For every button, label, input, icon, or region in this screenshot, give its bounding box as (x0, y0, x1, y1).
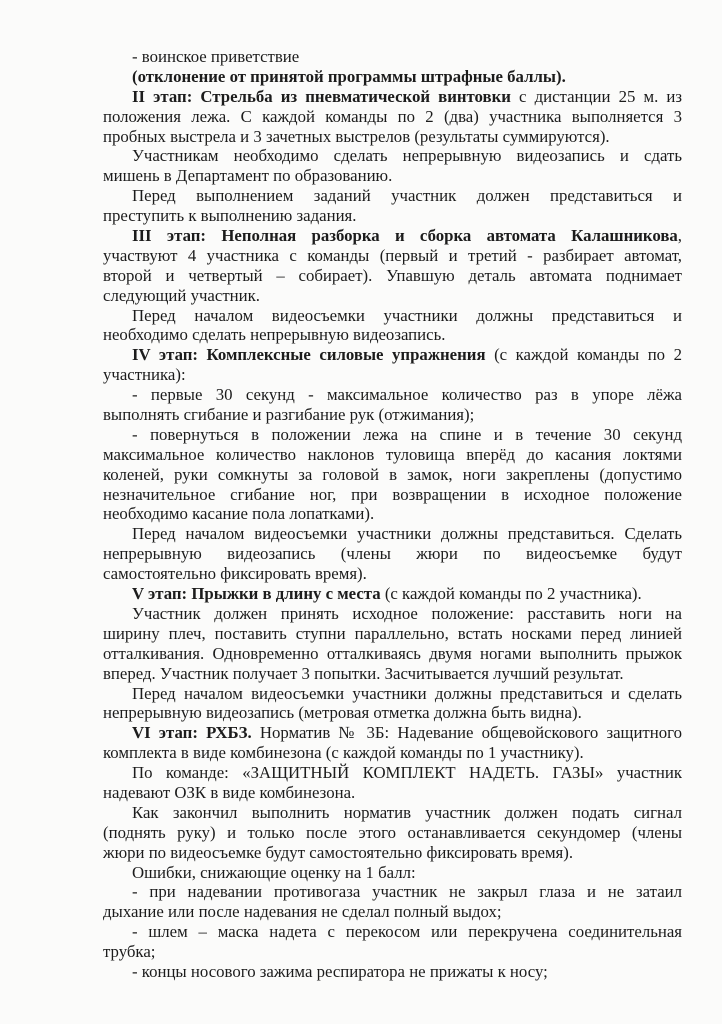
line-text: Перед выполнением заданий участник должен представиться и (132, 186, 682, 206)
line-text: - первые 30 секунд - максимальное количество раз в упоре лёжа (132, 385, 682, 405)
section-heading: (отклонение от принятой программы штрафные баллы). (132, 66, 566, 86)
section-heading: V этап: Прыжки в длину с места (132, 584, 381, 604)
text-line (103, 67, 682, 87)
line-text: жюри по видеосъемке будут самостоятельно фиксировать время). (103, 842, 574, 862)
line-text: Участникам необходимо сделать непрерывную видеозапись и сдать (132, 146, 682, 166)
text-line (103, 783, 682, 803)
section-heading: VI этап: РХБЗ. (132, 723, 252, 743)
line-text: - при надевании противогаза участник не закрыл глаза и не затаил (132, 882, 682, 902)
line-text: выполнять сгибание и разгибание рук (отжимания); (103, 405, 475, 425)
text-line (103, 166, 682, 186)
text-line (103, 843, 682, 863)
text-line (103, 266, 682, 286)
text-line (103, 962, 682, 982)
text-line (103, 644, 682, 664)
line-text: самостоятельно фиксировать время). (103, 564, 367, 584)
text-line (103, 624, 682, 644)
line-text: положения лежа. С каждой команды по 2 (два) участника выполняется 3 (103, 106, 682, 126)
line-text: (поднять руку) и только после этого останавливается секундомер (члены (103, 822, 682, 842)
line-text: , (677, 226, 682, 246)
text-line (103, 425, 682, 445)
line-text: непрерывную видеозапись (члены жюри по видеосъемке будут (103, 544, 682, 564)
line-text: комплекта в виде комбинезона (с каждой команды по 1 участнику). (103, 743, 584, 763)
text-line (103, 763, 682, 783)
text-line (103, 87, 682, 107)
line-text: - повернуться в положении лежа на спине и в течение 30 секунд (132, 424, 682, 444)
text-line (103, 107, 682, 127)
paragraph (103, 763, 682, 803)
text-line (103, 803, 682, 823)
paragraph (103, 524, 682, 584)
text-line (103, 365, 682, 385)
line-text: - воинское приветствие (132, 47, 300, 66)
text-line (103, 584, 682, 604)
line-text: необходимо сделать непрерывную видеозапись. (103, 325, 446, 345)
paragraph (103, 67, 682, 87)
paragraph (103, 684, 682, 724)
paragraph (103, 47, 682, 67)
text-line (103, 604, 682, 624)
text-line (103, 306, 682, 326)
text-line (103, 385, 682, 405)
line-text: участвуют 4 участника с команды (первый и третий - разбирает автомат, (103, 245, 682, 265)
text-line (103, 246, 682, 266)
line-text: необходимо касание пола лопатками). (103, 504, 375, 524)
paragraph (103, 226, 682, 306)
text-line (103, 504, 682, 524)
line-text: второй и четвертый – собирает). Упавшую деталь автомата поднимает (103, 265, 682, 285)
paragraph (103, 87, 682, 147)
paragraph (103, 604, 682, 684)
paragraph (103, 803, 682, 863)
text-line (103, 445, 682, 465)
paragraph (103, 186, 682, 226)
line-text: дыхание или после надевания не сделал полный выдох; (103, 902, 502, 922)
text-line (103, 684, 682, 704)
text-line (103, 206, 682, 226)
text-line (103, 703, 682, 723)
text-line (103, 723, 682, 743)
paragraph (103, 306, 682, 346)
line-text: максимальное количество наклонов туловища вперёд до касания локтями (103, 444, 682, 464)
line-text: ширину плеч, поставить ступни параллельно, встать носками перед линией (103, 623, 682, 643)
line-text: с дистанции 25 м. из (510, 86, 682, 106)
section-heading: II этап: Стрельба из пневматической винтовки (132, 86, 511, 106)
line-text: (с каждой команды по 2 (485, 345, 682, 365)
paragraph (103, 146, 682, 186)
text-line (103, 405, 682, 425)
line-text: следующий участник. (103, 285, 260, 305)
text-line (103, 524, 682, 544)
section-heading: IV этап: Комплексные силовые упражнения (132, 345, 486, 365)
line-text: Участник должен принять исходное положение: расставить ноги на (132, 603, 682, 623)
document-page (103, 47, 682, 982)
line-text: трубка; (103, 942, 156, 962)
line-text: По команде: «ЗАЩИТНЫЙ КОМПЛЕКТ НАДЕТЬ. ГАЗЫ» участник (132, 763, 682, 783)
text-line (103, 47, 682, 67)
text-line (103, 325, 682, 345)
line-text: Перед началом видеосъемки участники должны представиться. Сделать (132, 524, 682, 544)
text-line (103, 902, 682, 922)
paragraph (103, 882, 682, 922)
text-line (103, 485, 682, 505)
line-text: Как закончил выполнить норматив участник должен подать сигнал (132, 802, 682, 822)
text-line (103, 823, 682, 843)
line-text: незначительное сгибание ног, при возвращении в исходное положение (103, 484, 682, 504)
paragraph (103, 584, 682, 604)
text-line (103, 345, 682, 365)
line-text: вперед. Участник получает 3 попытки. Засчитывается лучший результат. (103, 663, 624, 683)
line-text: Норматив № 3Б: Надевание общевойскового защитного (251, 723, 682, 743)
line-text: надевают ОЗК в виде комбинезона. (103, 782, 356, 802)
line-text: Перед началом видеосъемки участники должны представиться и сделать (132, 683, 682, 703)
line-text: Ошибки, снижающие оценку на 1 балл: (132, 862, 416, 882)
text-line (103, 127, 682, 147)
text-line (103, 226, 682, 246)
paragraph (103, 723, 682, 763)
paragraph (103, 345, 682, 385)
text-line (103, 465, 682, 485)
text-line (103, 743, 682, 763)
line-text: мишень в Департамент по образованию. (103, 166, 393, 186)
text-line (103, 286, 682, 306)
paragraph (103, 863, 682, 883)
line-text: пробных выстрела и 3 зачетных выстрелов (результаты суммируются). (103, 126, 610, 146)
text-line (103, 146, 682, 166)
text-line (103, 863, 682, 883)
line-text: (с каждой команды по 2 участника). (380, 584, 642, 604)
text-line (103, 544, 682, 564)
paragraph (103, 962, 682, 982)
paragraph (103, 425, 682, 524)
line-text: Перед началом видеосъемки участники должны представиться и (132, 305, 682, 325)
line-text: непрерывную видеозапись (метровая отметка должна быть видна). (103, 703, 582, 723)
line-text: преступить к выполнению задания. (103, 206, 357, 226)
text-line (103, 664, 682, 684)
line-text: - концы носового зажима респиратора не прижаты к носу; (132, 961, 548, 981)
line-text: коленей, руки сомкнуты за головой в замок, ноги закреплены (допустимо (103, 464, 682, 484)
text-line (103, 922, 682, 942)
text-line (103, 882, 682, 902)
paragraph (103, 385, 682, 425)
text-line (103, 564, 682, 584)
line-text: участника): (103, 365, 186, 385)
paragraph (103, 922, 682, 962)
section-heading: III этап: Неполная разборка и сборка автомата Калашникова (132, 226, 678, 246)
line-text: отталкивания. Одновременно отталкиваясь двумя ногами выполнить прыжок (103, 643, 682, 663)
text-line (103, 186, 682, 206)
text-line (103, 942, 682, 962)
line-text: - шлем – маска надета с перекосом или перекручена соединительная (132, 922, 682, 942)
